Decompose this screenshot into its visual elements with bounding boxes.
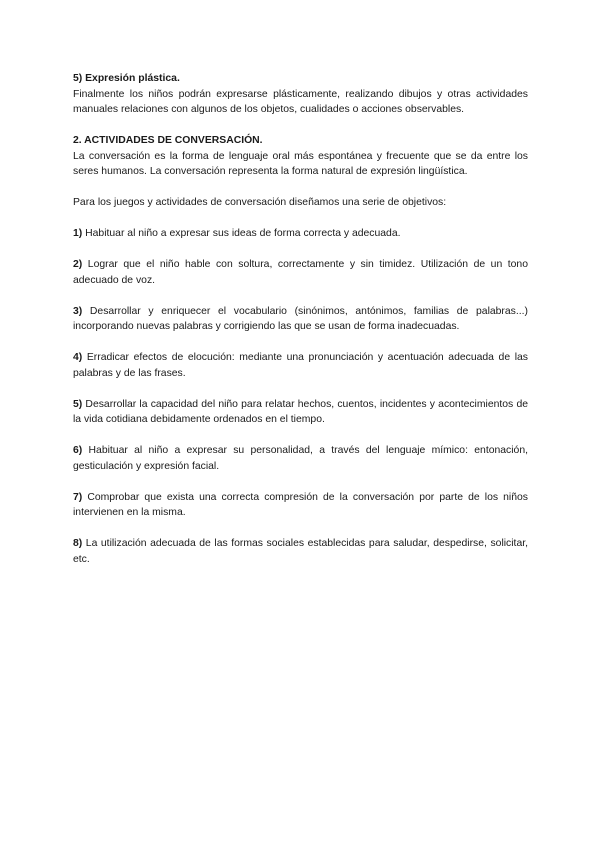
objective-number: 5): [73, 398, 83, 410]
objective-number: 1): [73, 228, 83, 239]
objectives-lead: Para los juegos y actividades de conversación diseñamos una serie de objetivos:: [73, 197, 447, 208]
objective-item: [73, 443, 528, 474]
objective-number: 6): [73, 445, 83, 456]
objective-item: [73, 536, 528, 567]
objective-number: 8): [73, 538, 83, 549]
objective-item: [73, 257, 528, 288]
objective-text: Desarrollar y enriquecer el vocabulario (sinónimos, antónimos, familias de palabras...) incorporando nuevas palabras y corrigiendo las que se usan de forma inadecuadas.: [73, 305, 528, 332]
objective-text: La utilización adecuada de las formas sociales establecidas para saludar, despedirse, solicitar, etc.: [73, 538, 528, 565]
objective-item: [73, 304, 528, 335]
objective-number: 3): [73, 305, 83, 317]
objective-number: 4): [73, 352, 83, 363]
objective-text: Lograr que el niño hable con soltura, correctamente y sin timidez. Utilización de un tono adecuado de voz.: [73, 259, 528, 286]
section-2-intro: La conversación es la forma de lenguaje oral más espontánea y frecuente que se da entre los seres humanos. La conversación representa la forma natural de expresión lingüística.: [73, 150, 528, 177]
objective-number: 2): [73, 259, 83, 270]
section-5-heading: 5) Expresión plástica.: [73, 73, 180, 84]
section-2-heading: 2. ACTIVIDADES DE CONVERSACIÓN.: [73, 135, 263, 146]
objective-number: 7): [73, 491, 83, 503]
objective-text: Desarrollar la capacidad del niño para relatar hechos, cuentos, incidentes y acontecimientos de la vida cotidiana debidamente ordenados en el tiempo.: [73, 398, 528, 425]
objective-item: [73, 490, 528, 521]
objective-text: Comprobar que exista una correcta compresión de la conversación por parte de los niños intervienen en la misma.: [73, 491, 528, 518]
objective-item: [73, 350, 528, 381]
section-5-text: Finalmente los niños podrán expresarse plásticamente, realizando dibujos y otras actividades manuales relaciones con algunos de los objetos, cualidades o acciones observables.: [73, 88, 528, 115]
objective-text: Habituar al niño a expresar su personalidad, a través del lenguaje mímico: entonación, gesticulación y expresión facial.: [73, 445, 528, 472]
objective-item: [73, 397, 528, 428]
objective-item: [73, 226, 528, 242]
objective-text: Erradicar efectos de elocución: mediante una pronunciación y acentuación adecuada de las palabras y de las frases.: [73, 352, 528, 379]
objective-text: Habituar al niño a expresar sus ideas de forma correcta y adecuada.: [82, 228, 401, 239]
